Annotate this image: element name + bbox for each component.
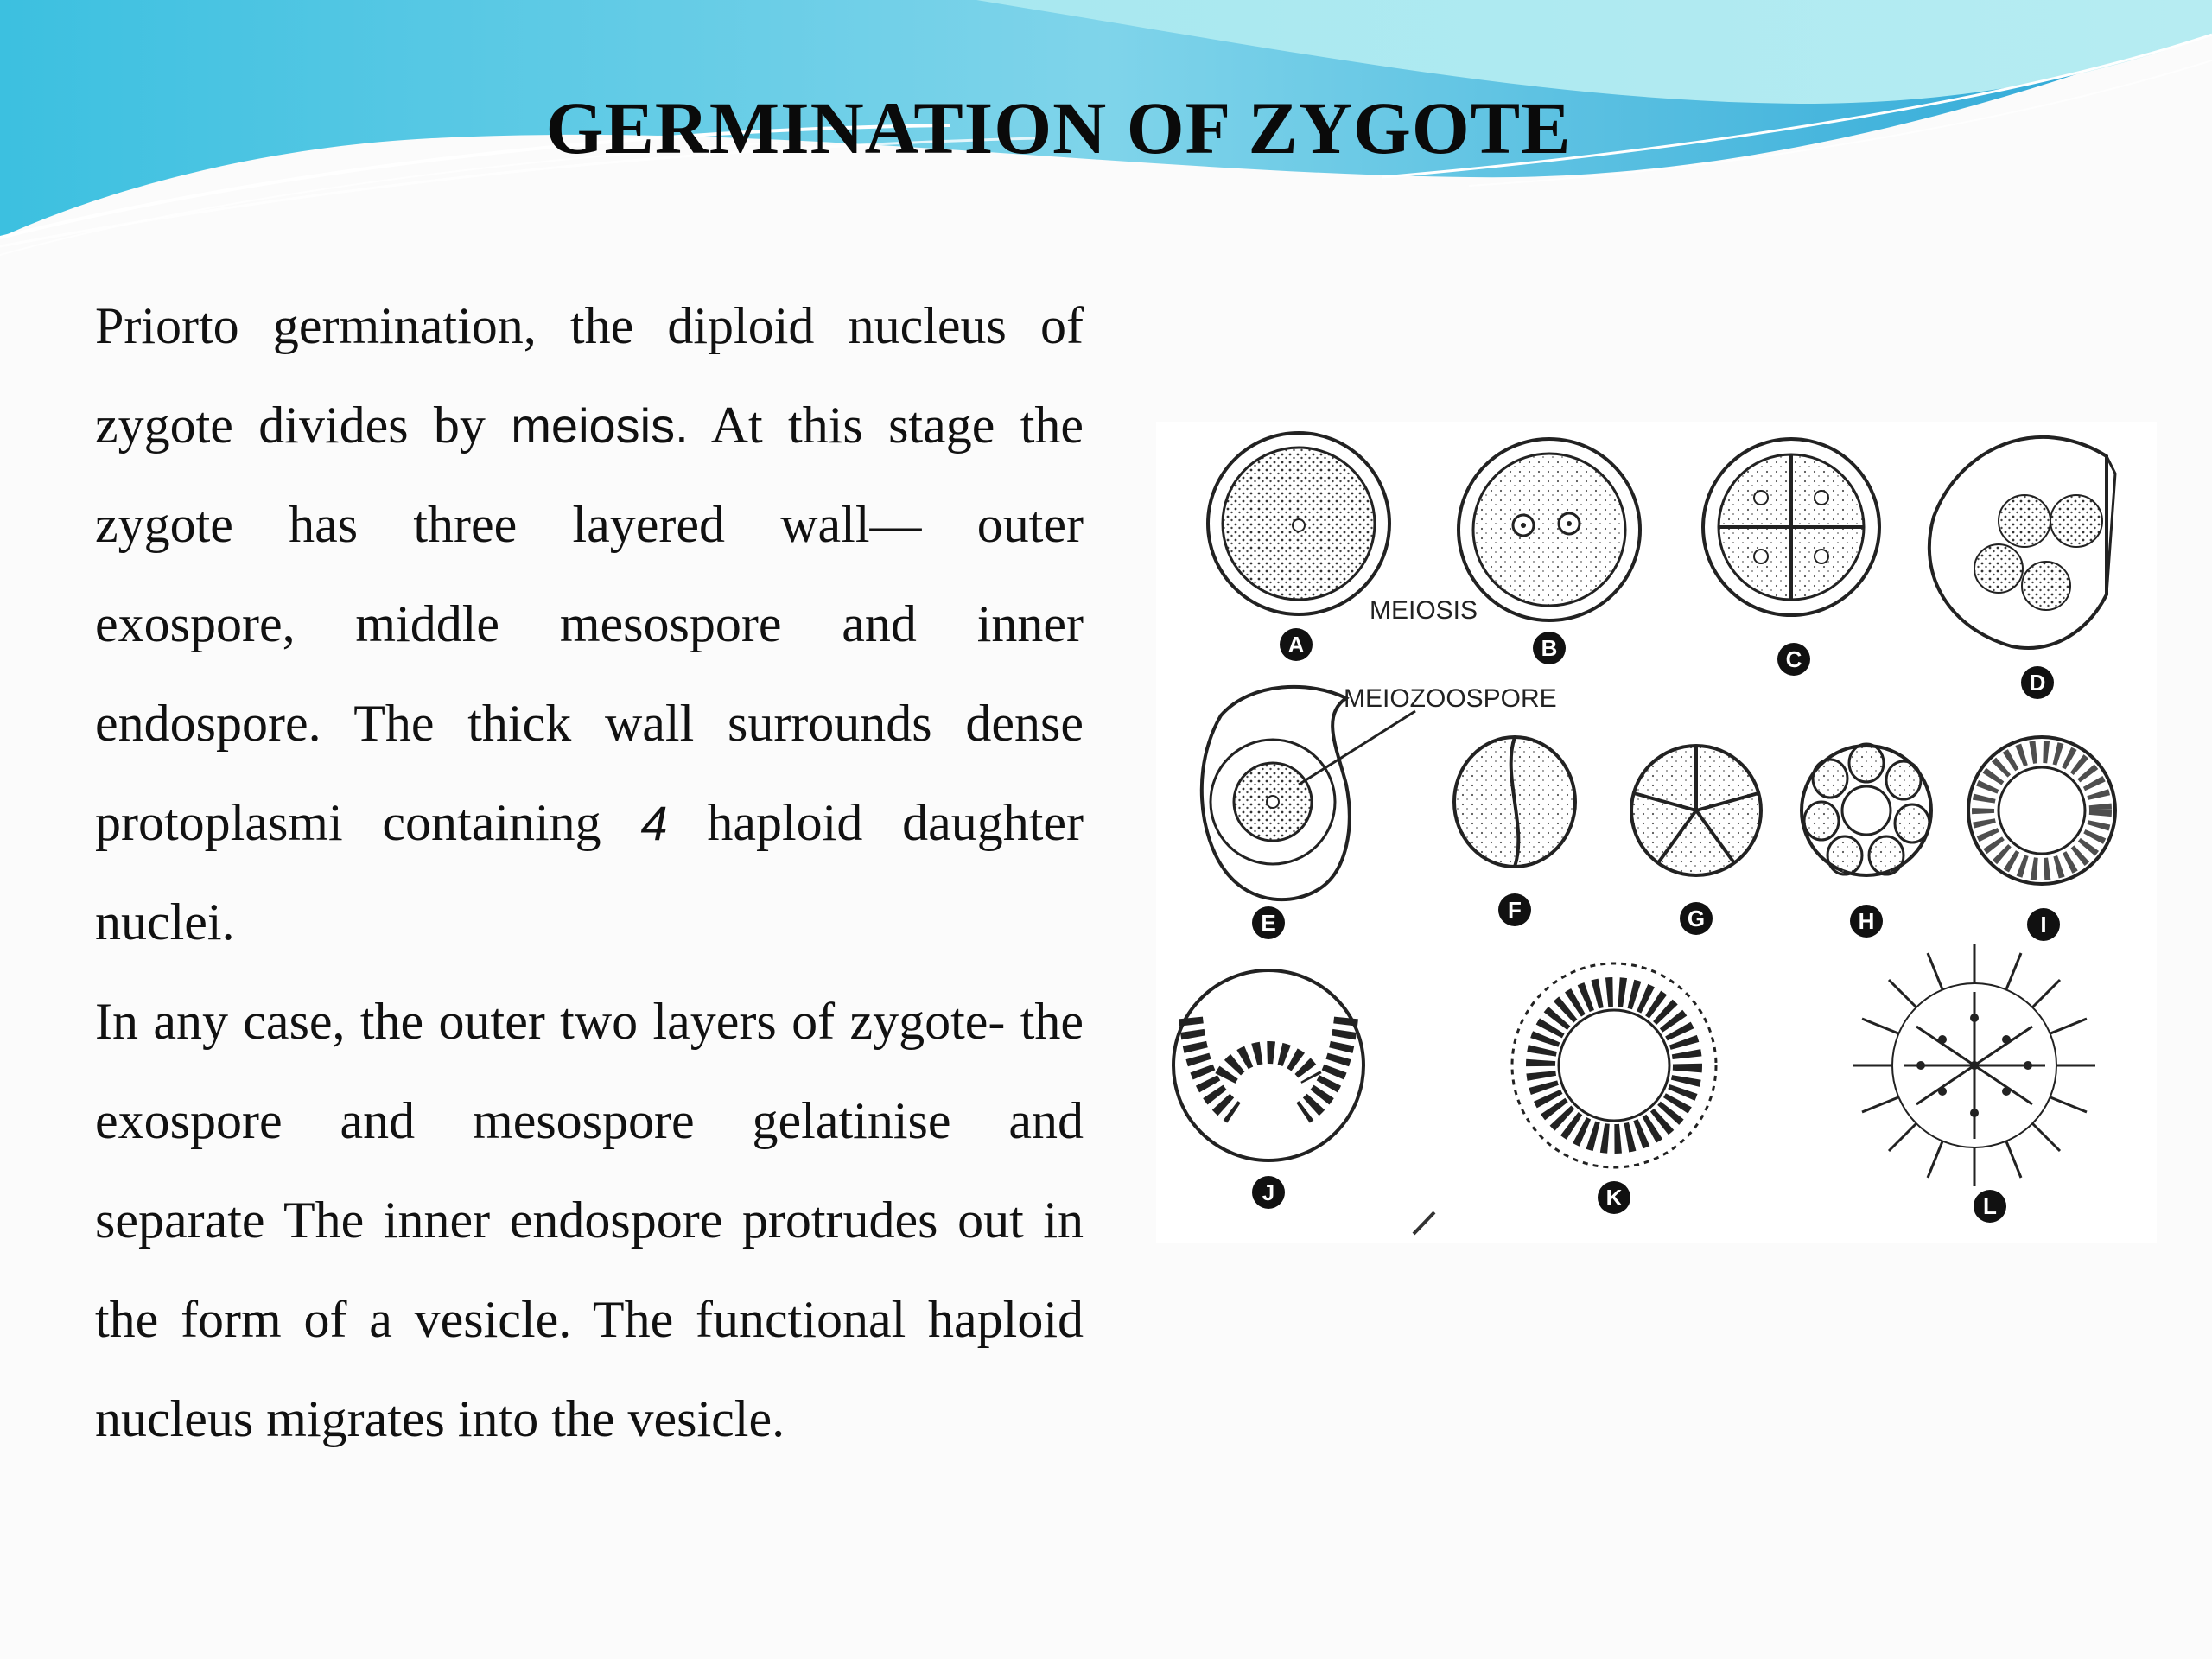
panel-label-g	[1680, 902, 1713, 935]
slide-title: GERMINATION OF ZYGOTE	[545, 86, 1572, 169]
panel-label-k	[1598, 1181, 1630, 1214]
paragraph-2: In any case, the outer two layers of zygote- the exospore and mesospore gelatinise and separate The inner endospore protrudes out in the form of a vesicle. The functional haploid nucleus migrates into the vesicle.	[95, 993, 1084, 1447]
svg-text:I: I	[2040, 912, 2047, 938]
paragraph-1	[95, 276, 1084, 972]
panel-b	[1459, 439, 1640, 620]
meiozoospore-annotation: MEIOZOOSPORE	[1344, 684, 1557, 713]
svg-text:C: C	[1785, 646, 1802, 672]
panel-d	[1929, 437, 2115, 648]
paragraph-1-part-1: Priorto germination, the diploid nucleus of zygote divides by	[95, 297, 1084, 454]
panel-label-b	[1533, 632, 1566, 664]
zygote-germination-figure	[1156, 422, 2157, 1243]
panel-l	[1853, 944, 2095, 1186]
svg-text:J: J	[1262, 1179, 1275, 1205]
pen-mark	[1414, 1212, 1434, 1234]
panel-label-c	[1777, 643, 1810, 676]
panel-h	[1802, 744, 1931, 875]
svg-text:A: A	[1287, 632, 1305, 658]
panel-e	[1202, 687, 1415, 899]
panel-g	[1631, 746, 1761, 875]
paragraph-1-part-2: At this stage the zygote has three layered wall— outer exospore, middle mesospore and inner endospore. The thick wall surrounds dense protoplasmi containing	[95, 397, 1084, 851]
panel-label-h	[1850, 905, 1883, 938]
svg-text:B: B	[1541, 635, 1558, 661]
panel-k	[1512, 963, 1716, 1167]
panel-label-j	[1252, 1176, 1285, 1209]
meiosis-word: meiosis.	[511, 398, 689, 453]
panel-label-l	[1974, 1190, 2006, 1223]
svg-text:E: E	[1261, 910, 1276, 936]
panel-label-f	[1498, 893, 1531, 926]
figure-drawing	[1156, 422, 2157, 1243]
panel-j	[1173, 970, 1363, 1160]
panel-label-d	[2021, 666, 2054, 699]
panel-i	[1968, 737, 2115, 884]
number-four: 4	[640, 796, 668, 850]
paragraph-1-part-3: haploid daughter nuclei.	[95, 794, 1084, 950]
panel-label-a	[1280, 628, 1313, 661]
svg-text:G: G	[1687, 906, 1706, 931]
panel-f	[1454, 737, 1575, 867]
panel-label-e	[1252, 906, 1285, 939]
svg-text:L: L	[1983, 1193, 1997, 1219]
panel-c	[1703, 439, 1879, 615]
panel-label-i	[2027, 908, 2060, 941]
meiosis-annotation: MEIOSIS	[1370, 596, 1478, 625]
svg-text:H: H	[1858, 908, 1875, 934]
panel-a	[1208, 433, 1389, 614]
svg-text:D: D	[2029, 670, 2046, 696]
svg-text:K: K	[1605, 1185, 1623, 1211]
body-text	[95, 276, 1084, 1469]
svg-text:F: F	[1508, 897, 1522, 923]
